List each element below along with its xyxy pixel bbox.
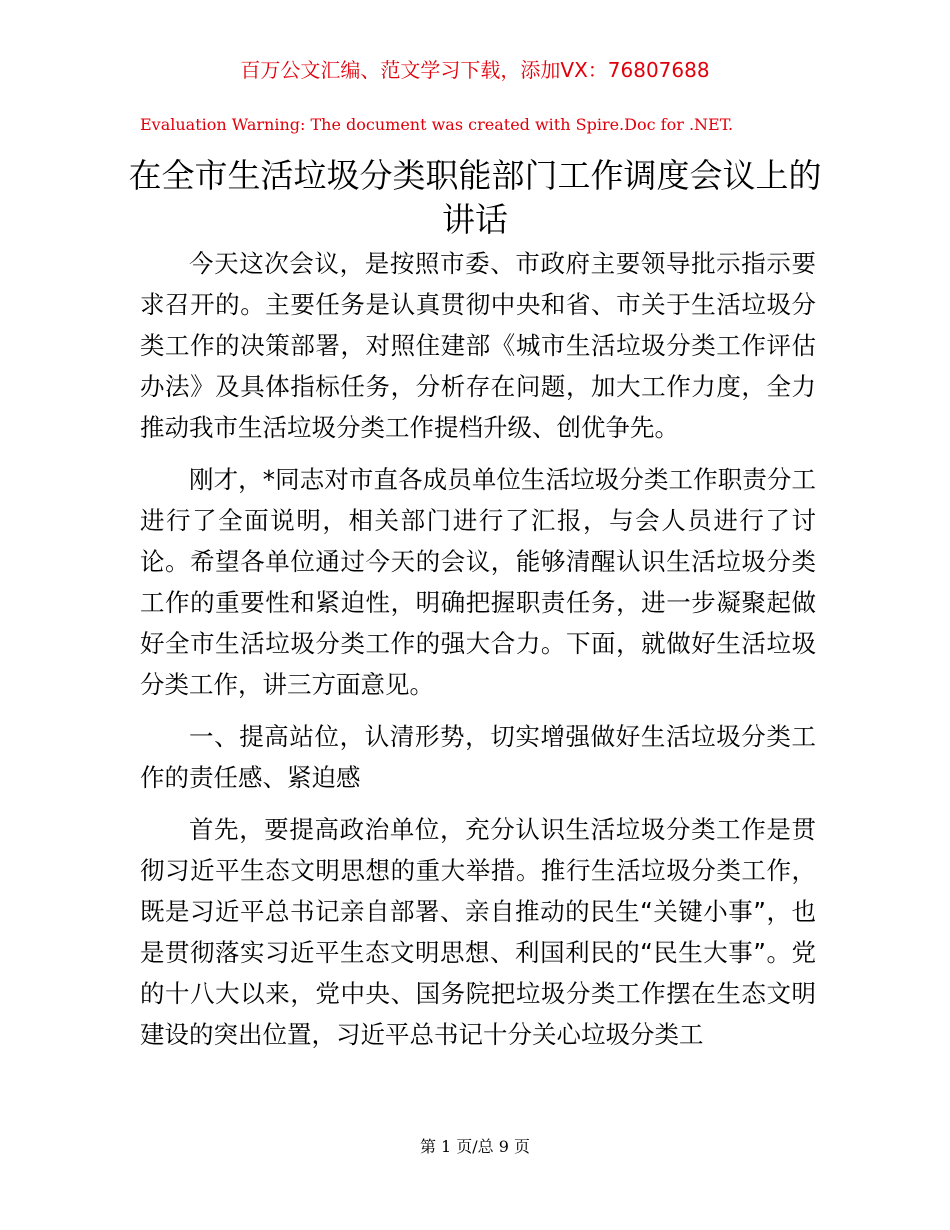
promo-banner: 百万公文汇编、范文学习下载，添加VX：76807688 — [240, 58, 710, 82]
evaluation-warning: Evaluation Warning: The document was created with Spire.Doc for .NET. — [140, 115, 734, 134]
paragraph-intro: 今天这次会议，是按照市委、市政府主要领导批示指示要求召开的。主要任务是认真贯彻中央和省、市关于生活垃圾分类工作的决策部署，对照住建部《城市生活垃圾分类工作评估办法》及具体指标任务，分析存在问题，加大工作力度，全力推动我市生活垃圾分类工作提档升级、创优争先。 — [140, 249, 816, 442]
section-heading-1: 一、提高站位，认清形势，切实增强做好生活垃圾分类工作的责任感、紧迫感 — [140, 722, 816, 792]
document-body — [140, 243, 816, 1066]
paragraph-first-point: 首先，要提高政治单位，充分认识生活垃圾分类工作是贯彻习近平生态文明思想的重大举措。推行生活垃圾分类工作，既是习近平总书记亲自部署、亲自推动的民生“关键小事”，也是贯彻落实习近平生态文明思想、利国利民的“民生大事”。党的十八大以来，党中央、国务院把垃圾分类工作摆在生态文明建设的突出位置，习近平总书记十分关心垃圾分类工 — [140, 815, 816, 1049]
paragraph-context: 刚才，*同志对市直各成员单位生活垃圾分类工作职责分工进行了全面说明，相关部门进行了汇报，与会人员进行了讨论。希望各单位通过今天的会议，能够清醒认识生活垃圾分类工作的重要性和紧迫性，明确把握职责任务，进一步凝聚起做好全市生活垃圾分类工作的强大合力。下面，就做好生活垃圾分类工作，讲三方面意见。 — [140, 465, 816, 699]
document-title: 在全市生活垃圾分类职能部门工作调度会议上的讲话 — [128, 156, 822, 239]
page-number: 第 1 页/总 9 页 — [419, 1137, 531, 1156]
